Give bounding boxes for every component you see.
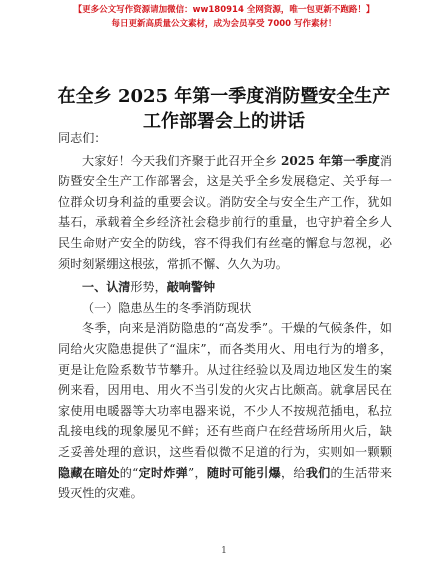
winter-mid-1: 的“ xyxy=(119,465,139,480)
winter-tail: 的生活带来毁灭性的灾难。 xyxy=(58,465,392,501)
winter-bold-3: 随时可能引爆 xyxy=(206,465,281,480)
subsection-heading-1: （一）隐患丛生的冬季消防现状 xyxy=(82,300,252,315)
promo-banner-line2: 每日更新高质量公文素材，成为会员享受 7000 写作素材！ xyxy=(111,19,337,29)
winter-mid-2: ”， xyxy=(188,465,207,480)
section-heading-1 xyxy=(58,277,392,298)
document-body xyxy=(58,128,392,504)
winter-bold-1: 隐藏在暗处 xyxy=(58,465,120,480)
intro-bold-quarter: 2025 年第一季度 xyxy=(280,153,380,168)
paragraph-intro xyxy=(58,151,392,275)
section-heading-1-part-b: 形势 xyxy=(130,280,155,295)
section-heading-1-part-d: 敲响警钟 xyxy=(166,280,216,295)
intro-lead: 大家好！今天我们齐聚于此召开全乡 xyxy=(82,153,281,168)
document-title: 在全乡 2025 年第一季度消防暨安全生产工作部署会上的讲话 xyxy=(57,86,391,132)
winter-bold-4: 我们 xyxy=(305,465,331,480)
winter-text: 冬季，向来是消防隐患的“高发季”。干燥的气候条件，如同给火灾隐患提供了“温床”，而各类用火、用电行为的增多，更是让危险系数节节攀升。从过往经验以及周边地区发生的案例来看，因用电、用火不当引发的火灾占比颇高。就拿居民在家使用电暖器等大功率电器来说，不少人不按规范插电，私拉乱接电线的现象屡见不鲜；还有些商户在经营场所用火后，缺乏妥善处理的意识，这些看似微不足道的行为，实则如一颗颗 xyxy=(58,321,392,459)
intro-rest: 消防暨安全生产工作部署会，这是关乎全乡发展稳定、关乎每一位群众切身利益的重要会议。消防安全与安全生产工作，犹如基石，承载着全乡经济社会稳步前行的重量，也守护着全乡人民生命财产安全的防线，容不得我们有丝毫的懈怠与忽视，必须时刻紧绷这根弦，常抓不懈、久久为功。 xyxy=(58,153,392,271)
promo-banner xyxy=(0,4,448,30)
section-heading-1-part-c: ， xyxy=(154,280,167,295)
winter-mid-3: ，给 xyxy=(281,465,306,480)
winter-bold-2: 定时炸弹 xyxy=(138,465,189,480)
greeting: 同志们： xyxy=(58,131,107,145)
section-heading-1-part-a: 一、认清 xyxy=(82,280,131,295)
paragraph-winter xyxy=(58,318,392,503)
promo-banner-line1: 【更多公文写作资源请加微信：ww180914 全网资源，唯一包更新不跑路！】 xyxy=(73,5,375,15)
page-number: 1 xyxy=(221,546,227,556)
